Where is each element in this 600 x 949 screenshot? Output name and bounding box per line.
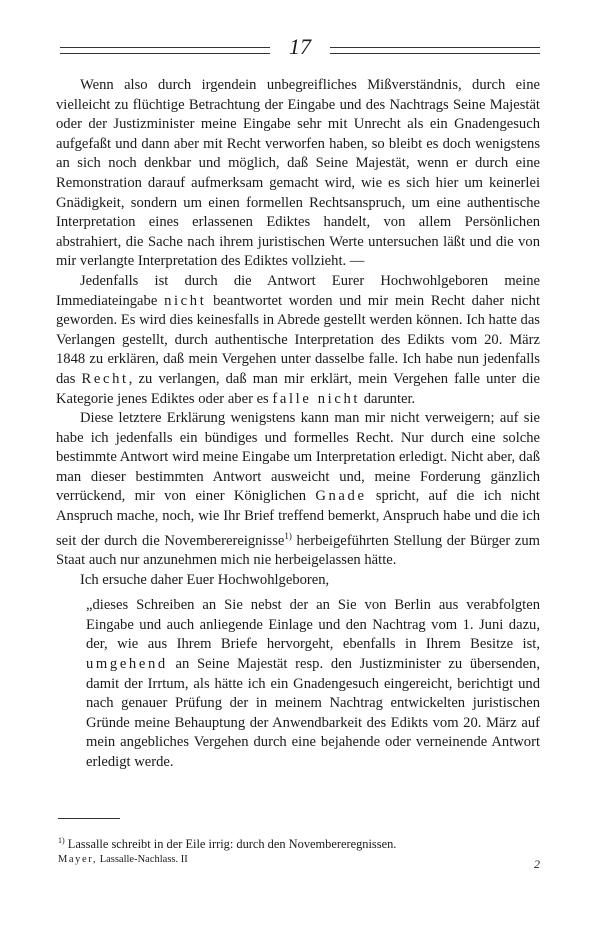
page-header [60,36,540,66]
paragraph [56,571,540,591]
footnote-rule [58,818,120,819]
header-rule-right [330,47,540,54]
spaced-emphasis: Recht [81,370,129,387]
page-number: 17 [289,34,311,59]
text-run: an Seine Majestät resp. den Justizminister zu übersenden, damit der Irrtum, als hätte ich ein Gnadengesuch eingereicht, berichtigt und nach genauer Prüfung der in meinem Nachtrag entwickelten juristischen Gründe meine Behauptung der Anwendbarkeit des Edikts vom 20. März auf mein angebliches Vergehen durch eine bejahende oder verneinende Antwort erledigt werde. [86,656,540,771]
footnote-marker: 1) [58,836,65,845]
paragraph [56,272,540,409]
spaced-emphasis: umgehend [86,656,168,673]
text-run: Wenn also durch irgendein unbegreifliches Mißverständnis, durch eine vielleicht zu flüchtige Betrachtung der Eingabe und des Nachtrags Seine Majestät oder der Justizminister meine Eingabe sehr mit Unrecht als ein Gnadengesuch aufgefaßt und dann aber mit Recht verworfen haben, so bleibt es doch wenigstens an sich noch denkbar und möglich, daß Seine Majestät, wenn er durch eine Remonstration darauf aufmerksam gemacht wird, wie es sich hier um keinerlei Gnädigkeit, sondern um einen formellen Rechtsanspruch, um eine authentische Interpretation eines erlassenen Ediktes handelt, von allem Persönlichen abstrahiert, die Sache nach ihrem juristischen Werte untersuchen läßt und die von mir verlangte Interpretation des Ediktes vollzieht. — [56,77,540,270]
footnote-reference: 1) [284,530,292,541]
quoted-request [86,596,540,772]
paragraph [56,76,540,272]
text-run: herbeigeführten Stellung der Bürger zum Staat auch nur anzunehmen mich nie herbeigelassen hätte. [56,532,540,569]
spaced-emphasis: falle nicht [272,390,361,407]
sheet-signature-mark: 2 [534,857,540,871]
text-run: Jedenfalls ist durch die Antwort Eurer Hochwohlgeboren meine Immediateingabe [56,272,540,309]
spaced-emphasis: Gnade [315,488,367,505]
main-text [56,76,540,773]
text-run: spricht, auf die ich nicht Anspruch mache, noch, wie Ihr Brief treffend bemerkt, Anspruch habe und die ich seit der durch die Novemberereignisse [56,488,540,549]
paragraphs [56,76,540,590]
text-run: „dieses Schreiben an Sie nebst der an Sie von Berlin aus verabfolgten Eingabe und auch anliegende Einlage und den Nachtrag vom 1. Juni dazu, der, wie aus Ihrem Briefe hervorgeht, ebenfalls in Ihrem Besitze ist, [86,597,540,653]
text-run: Diese letztere Erklärung wenigstens kann man mir nicht verweigern; auf sie habe ich jedenfalls ein bündiges und formelles Recht. Nur durch eine solche bestimmte Antwort wird meine Eingabe um Interpretation erledigt. Nicht aber, daß man dieser bestimmten Antwort ausweicht und, meine Forderung gänzlich verrückend, mir von einer Königlichen [56,410,540,505]
signature-author: Mayer, [58,854,98,865]
quote-paragraph [86,596,540,772]
footnote [58,833,538,852]
text-run: Ich ersuche daher Euer Hochwohlgeboren, [80,571,330,588]
footnote-text: Lassalle schreibt in der Eile irrig: durch den Novembereregnissen. [67,837,397,852]
text-run: beantwortet worden und mir mein Recht daher nicht geworden. Es wird dies keinesfalls in Abrede gestellt werden können. Ich hatte das Verlangen gestellt, durch authentische Interpretation des Edikts vom 20. März 1848 zu erklären, daß mein Vergehen unter dasselbe falle. Ich habe nun jedenfalls das [56,292,541,387]
signature-line [58,853,538,867]
text-run: darunter. [360,390,416,407]
text-run: , zu verlangen, daß man mir erklärt, mein Vergehen falle unter die Kategorie jenes Ediktes oder aber es [56,370,540,407]
paragraph [56,409,540,571]
signature-work: Lassalle-Nachlass. II [99,854,188,865]
spaced-emphasis: nicht [164,292,207,309]
header-rule-left [60,47,270,54]
